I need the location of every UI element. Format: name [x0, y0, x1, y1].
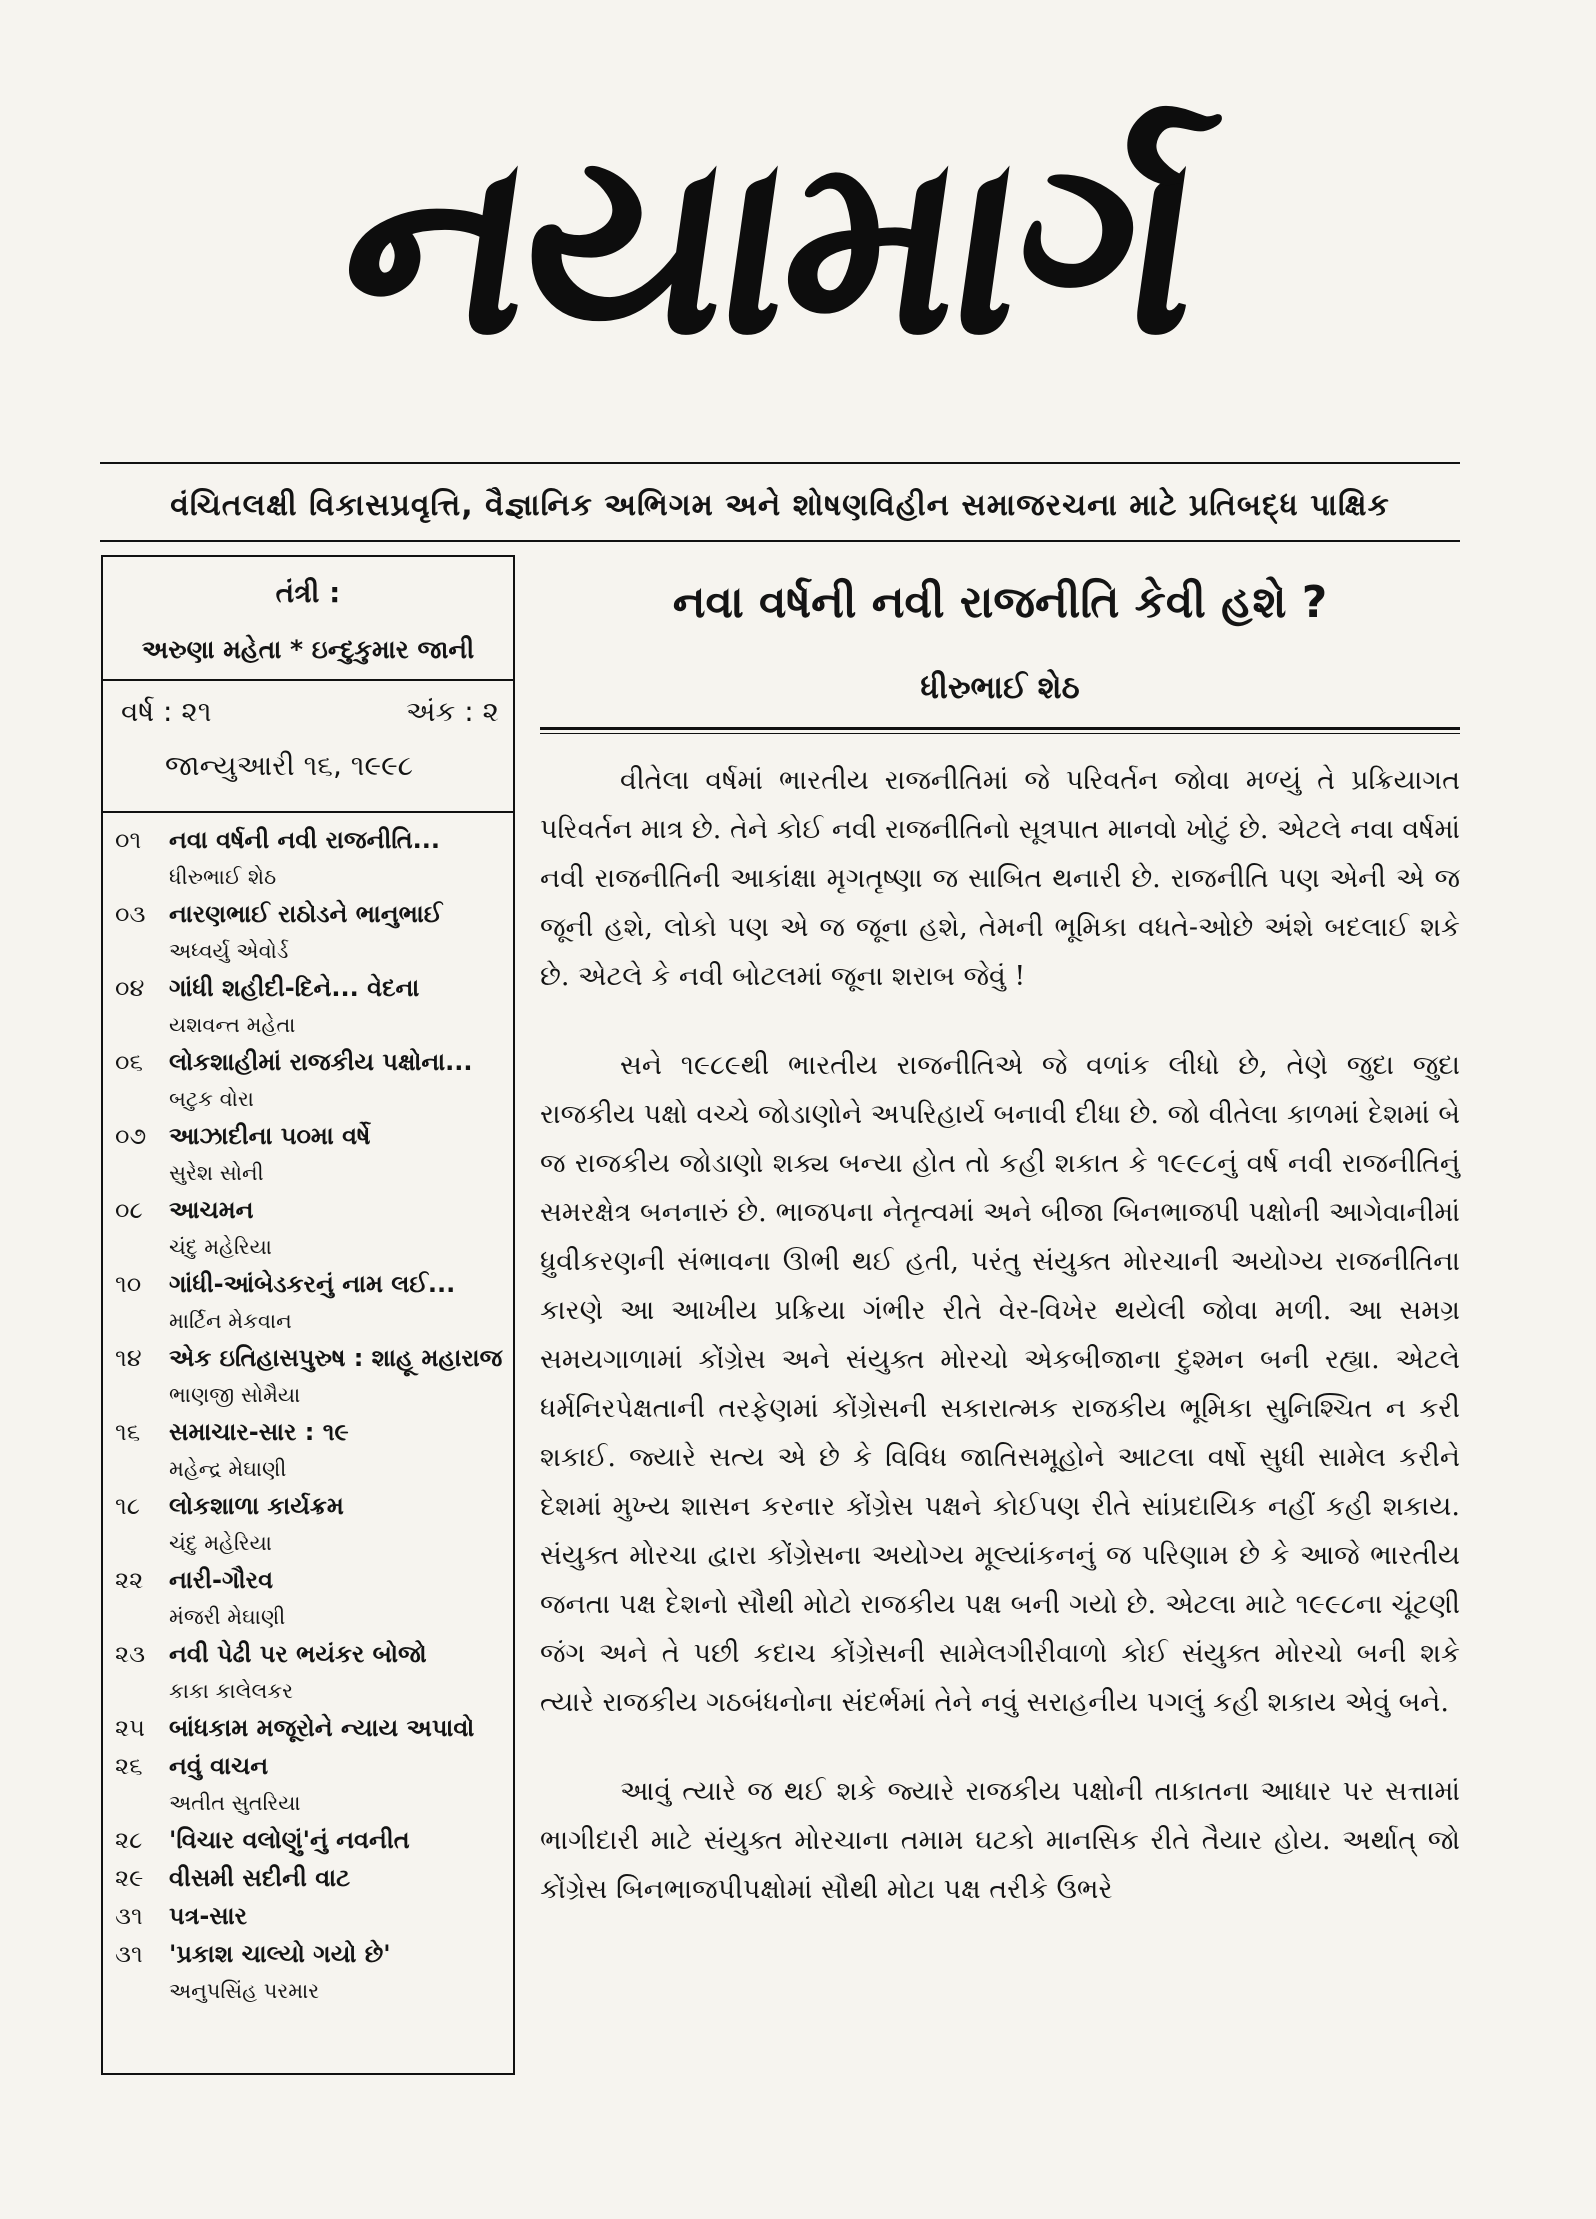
toc-item[interactable]	[103, 969, 513, 1043]
toc-page: ૩૧	[115, 1902, 143, 1930]
toc-title: આચમન	[169, 1196, 254, 1224]
toc-title: આઝાદીના ૫૦મા વર્ષે	[169, 1122, 371, 1150]
toc-item[interactable]	[103, 1339, 513, 1413]
toc-item[interactable]	[103, 1265, 513, 1339]
toc-author: અનુપસિંહ પરમાર	[169, 1979, 320, 2003]
editor-label: તંત્રી :	[275, 576, 341, 609]
toc-page: ૨૯	[115, 1864, 144, 1892]
toc-title: નવું વાચન	[169, 1752, 269, 1780]
toc-title: નવી પેઢી પર ભયંકર બોજો	[169, 1640, 427, 1668]
toc-title: 'વિચાર વલોણું'નું નવનીત	[169, 1826, 410, 1854]
article-byline: ધીરુભાઈ શેઠ	[920, 670, 1080, 706]
toc-page: ૦૮	[115, 1196, 143, 1224]
article-paragraph: આવું ત્યારે જ થઈ શકે જ્યારે રાજકીય પક્ષોની તાકાતના આધાર પર સત્તામાં ભાગીદારી માટે સંયુક્ત મોરચાના તમામ ઘટકો માનસિક રીતે તૈયાર હોય. અર્થાત્ જો કોંગ્રેસ બિનભાજપીપક્ષોમાં સૌથી મોટા પક્ષ તરીકે ઉભરે	[540, 1776, 1460, 1905]
article-headline: નવા વર્ષની નવી રાજનીતિ કેવી હશે ?	[672, 577, 1328, 628]
toc-page: ૧૦	[115, 1270, 142, 1298]
toc-item[interactable]	[103, 1747, 513, 1821]
toc-item[interactable]	[103, 1709, 513, 1747]
toc-item[interactable]	[103, 1117, 513, 1191]
toc-author: ધીરુભાઈ શેઠ	[169, 865, 277, 889]
toc-page: ૩૧	[115, 1940, 143, 1968]
toc-author: અતીત સુતરિયા	[169, 1791, 301, 1815]
toc-item[interactable]	[103, 1561, 513, 1635]
article-rule	[540, 727, 1460, 734]
toc-item[interactable]	[103, 1043, 513, 1117]
toc-title: પત્ર-સાર	[169, 1902, 248, 1930]
toc-item[interactable]	[103, 821, 513, 895]
issue-box	[103, 681, 513, 813]
lead-article	[540, 555, 1460, 1954]
article-paragraph: સને ૧૯૮૯થી ભારતીય રાજનીતિએ જે વળાંક લીધો છે, તેણે જુદા જુદા રાજકીય પક્ષો વચ્ચે જોડાણોને અપરિહાર્ય બનાવી દીધા છે. જો વીતેલા કાળમાં દેશમાં બે જ રાજકીય જોડાણો શક્ય બન્યા હોત તો કહી શકાત કે ૧૯૯૮નું વર્ષ નવી રાજનીતિનું સમરક્ષેત્ર બનનારું છે. ભાજપના નેતૃત્વમાં અને બીજા બિનભાજપી પક્ષોની આગેવાનીમાં ધ્રુવીકરણની સંભાવના ઊભી થઈ હતી, પરંતુ સંયુક્ત મોરચાની અયોગ્ય રાજનીતિના કારણે આ આખીય પ્રક્રિયા ગંભીર રીતે વેર-વિખેર થયેલી જોવા મળી. આ સમગ્ર સમયગાળામાં કોંગ્રેસ અને સંયુક્ત મોરચો એકબીજાના દુશ્મન બની રહ્યા. એટલે ધર્મનિરપેક્ષતાની તરફેણમાં કોંગ્રેસની સકારાત્મક રાજકીય ભૂમિકા સુનિશ્ચિત ન કરી શકાઈ. જ્યારે સત્ય એ છે કે વિવિધ જાતિસમૂહોને આટલા વર્ષો સુધી સામેલ કરીને દેશમાં મુખ્ય શાસન કરનાર કોંગ્રેસ પક્ષને કોઈપણ રીતે સાંપ્રદાયિક નહીં કહી શકાય. સંયુક્ત મોરચા દ્વારા કોંગ્રેસના અયોગ્ય મૂલ્યાંકનનું જ પરિણામ છે કે આજે ભારતીય જનતા પક્ષ દેશનો સૌથી મોટો રાજકીય પક્ષ બની ગયો છે. એટલા માટે ૧૯૯૮ના ચૂંટણી જંગ અને તે પછી કદાચ કોંગ્રેસની સામેલગીરીવાળો કોઈ સંયુક્ત મોરચો બની શકે ત્યારે રાજકીય ગઠબંધનોના સંદર્ભમાં તેને નવું સરાહનીય પગલું કહી શકાય એવું બને.	[540, 1050, 1460, 1718]
toc-page: ૦૧	[115, 826, 142, 854]
issue-number: અંક : ૨	[406, 695, 499, 728]
toc-title: લોકશાળા કાર્યક્રમ	[169, 1492, 344, 1520]
toc-page: ૦૬	[115, 1048, 143, 1076]
toc-author: મહેન્દ્ર મેઘાણી	[169, 1457, 287, 1481]
table-of-contents	[103, 813, 513, 2009]
toc-item[interactable]	[103, 895, 513, 969]
contents-sidebar	[101, 555, 515, 2075]
issue-date: જાન્યુઆરી ૧૬, ૧૯૯૮	[165, 749, 414, 782]
toc-item[interactable]	[103, 1897, 513, 1935]
toc-page: ૨૬	[115, 1752, 143, 1780]
toc-author: અધ્વર્યુ એવોર્ડ	[169, 939, 289, 963]
editor-names: અરુણા મહેતા * ઇન્દુકુમાર જાની	[141, 635, 475, 664]
toc-page: ૦૭	[115, 1122, 147, 1150]
toc-title: 'પ્રકાશ ચાલ્યો ગયો છે'	[169, 1940, 391, 1968]
toc-item[interactable]	[103, 1859, 513, 1897]
toc-item[interactable]	[103, 1191, 513, 1265]
tagline-bottom-rule	[100, 540, 1460, 542]
article-paragraph: વીતેલા વર્ષમાં ભારતીય રાજનીતિમાં જે પરિવર્તન જોવા મળ્યું તે પ્રક્રિયાગત પરિવર્તન માત્ર છે. તેને કોઈ નવી રાજનીતિનો સૂત્રપાત માનવો ખોટું છે. એટલે નવા વર્ષમાં નવી રાજનીતિની આકાંક્ષા મૃગતૃષ્ણા જ સાબિત થનારી છે. રાજનીતિ પણ એની એ જ જૂની હશે, લોકો પણ એ જ જૂના હશે, તેમની ભૂમિકા વધતે-ઓછે અંશે બદલાઈ શકે છે. એટલે કે નવી બોટલમાં જૂના શરાબ જેવું !	[540, 765, 1460, 992]
toc-item[interactable]	[103, 1635, 513, 1709]
tagline: વંચિતલક્ષી વિકાસપ્રવૃત્તિ, વૈજ્ઞાનિક અભિગમ અને શોષણવિહીન સમાજરચના માટે પ્રતિબદ્ધ પાક્ષિક	[170, 488, 1390, 523]
toc-item[interactable]	[103, 1413, 513, 1487]
toc-page: ૨૫	[115, 1714, 145, 1742]
toc-page: ૦૪	[115, 974, 145, 1002]
toc-title: સમાચાર-સાર : ૧૯	[169, 1418, 349, 1446]
toc-author: સુરેશ સોની	[169, 1161, 264, 1185]
toc-author: બટુક વોરા	[169, 1087, 254, 1111]
toc-title: એક ઇતિહાસપુરુષ : શાહૂ મહારાજ	[169, 1344, 503, 1372]
toc-title: નારણભાઈ રાઠોડને ભાનુભાઈ	[169, 900, 443, 928]
toc-title: ગાંધી શહીદી-દિને... વેદના	[169, 974, 420, 1002]
toc-page: ૨૩	[115, 1640, 146, 1668]
toc-page: ૧૮	[115, 1492, 140, 1520]
toc-page: ૨૮	[115, 1826, 143, 1854]
toc-author: ચંદુ મહેરિયા	[169, 1531, 272, 1555]
toc-title: ગાંધી-આંબેડકરનું નામ લઈ...	[169, 1270, 456, 1298]
toc-title: વીસમી સદીની વાટ	[169, 1864, 351, 1892]
toc-page: ૧૪	[115, 1344, 142, 1372]
toc-item[interactable]	[103, 1487, 513, 1561]
toc-author: કાકા કાલેલકર	[169, 1679, 294, 1703]
volume-label: વર્ષ : ૨૧	[121, 695, 212, 728]
masthead	[270, 60, 1270, 430]
toc-page: ૦૩	[115, 900, 146, 928]
toc-page: ૨૨	[115, 1566, 144, 1594]
toc-author: માર્ટિન મેકવાન	[169, 1309, 292, 1333]
toc-title: નારી-ગૌરવ	[169, 1566, 274, 1594]
toc-item[interactable]	[103, 1935, 513, 2009]
toc-author: ભાણજી સોમૈયા	[169, 1383, 301, 1407]
toc-title: બાંધકામ મજૂરોને ન્યાય અપાવો	[169, 1714, 475, 1742]
toc-item[interactable]	[103, 1821, 513, 1859]
masthead-title: નયામાર્ગ	[325, 99, 1215, 390]
tagline-top-rule	[100, 462, 1460, 464]
toc-author: ચંદુ મહેરિયા	[169, 1235, 272, 1259]
article-body	[540, 756, 1460, 1914]
toc-author: યશવન્ત મહેતા	[169, 1013, 296, 1037]
toc-author: મંજરી મેઘાણી	[169, 1605, 286, 1629]
toc-page: ૧૬	[115, 1418, 141, 1446]
editor-box	[103, 557, 513, 681]
toc-title: નવા વર્ષની નવી રાજનીતિ...	[169, 826, 441, 854]
toc-title: લોકશાહીમાં રાજકીય પક્ષોના...	[169, 1048, 473, 1076]
